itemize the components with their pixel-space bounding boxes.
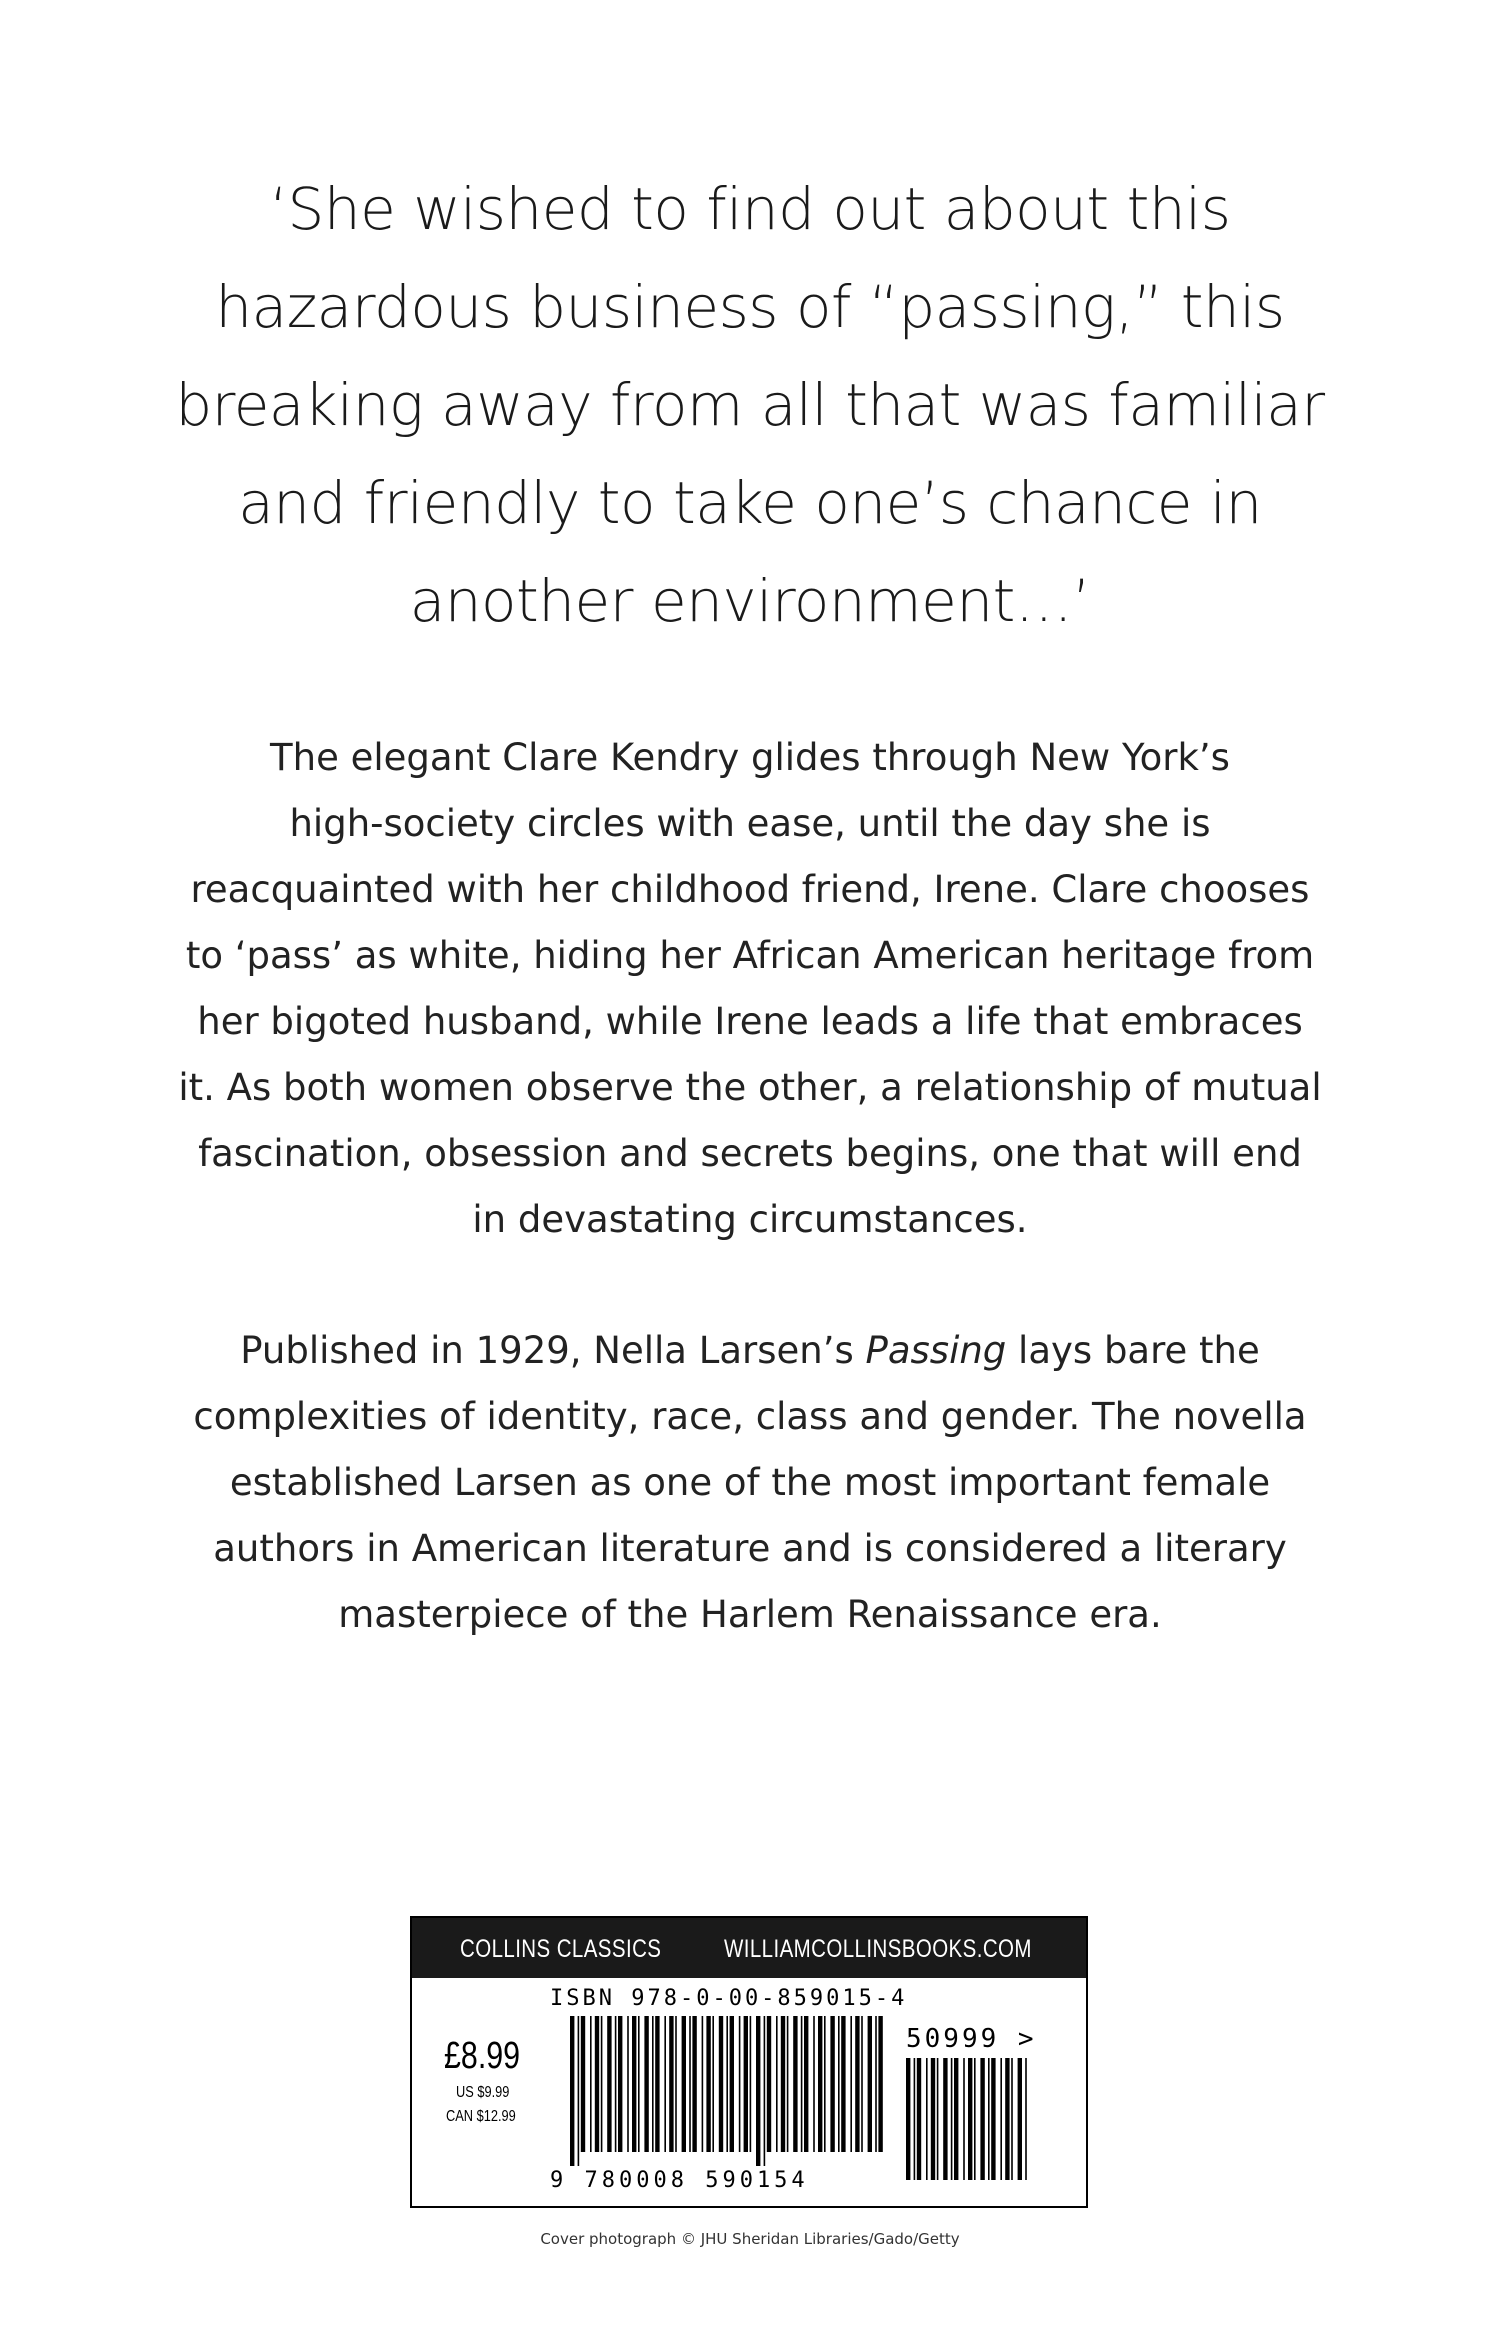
context-line: masterpiece of the Harlem Renaissance era. bbox=[338, 1593, 1162, 1636]
addon-barcode-icon bbox=[906, 2058, 1030, 2194]
addon-digits: 50999 > bbox=[906, 2024, 1037, 2054]
quote-line: breaking away from all that was familiar bbox=[175, 371, 1325, 439]
pull-quote bbox=[140, 160, 1360, 650]
book-title: Passing bbox=[865, 1329, 1007, 1372]
quote-line: ‘She wished to find out about this bbox=[269, 175, 1231, 243]
photo-credit: Cover photograph © JHU Sheridan Libraries/Gado/Getty bbox=[540, 2230, 960, 2248]
context-line-start: Published in 1929, Nella Larsen’s bbox=[240, 1329, 866, 1372]
quote-line: hazardous business of “passing,” this bbox=[215, 273, 1285, 341]
barcode-digits: 9 780008 590154 bbox=[550, 2168, 809, 2193]
website-label: WILLIAMCOLLINSBOOKS.COM bbox=[724, 1935, 1032, 1963]
context-paragraph bbox=[170, 1318, 1330, 1648]
synopsis-line: reacquainted with her childhood friend, Irene. Clare chooses bbox=[190, 868, 1310, 911]
context-line: complexities of identity, race, class and gender. The novella bbox=[193, 1395, 1307, 1438]
synopsis-line: it. As both women observe the other, a relationship of mutual bbox=[178, 1066, 1322, 1109]
synopsis-line: The elegant Clare Kendry glides through New York’s bbox=[270, 736, 1230, 779]
price-gbp: £8.99 bbox=[444, 2035, 521, 2077]
quote-line: another environment…’ bbox=[409, 567, 1091, 635]
context-line: established Larsen as one of the most important female bbox=[229, 1461, 1271, 1504]
synopsis-line: high-society circles with ease, until the day she is bbox=[289, 802, 1211, 845]
synopsis-line: her bigoted husband, while Irene leads a life that embraces bbox=[197, 1000, 1303, 1043]
price-us: US $9.99 bbox=[456, 2084, 510, 2101]
isbn-label: ISBN 978-0-00-859015-4 bbox=[550, 1986, 908, 2011]
synopsis-line: fascination, obsession and secrets begins, one that will end bbox=[198, 1132, 1302, 1175]
synopsis-paragraph bbox=[170, 725, 1330, 1253]
synopsis-line: to ‘pass’ as white, hiding her African American heritage from bbox=[185, 934, 1315, 977]
imprint-label: COLLINS CLASSICS bbox=[460, 1935, 662, 1963]
context-line: authors in American literature and is considered a literary bbox=[213, 1527, 1287, 1570]
barcode-header bbox=[412, 1918, 1086, 1978]
synopsis-line: in devastating circumstances. bbox=[472, 1198, 1028, 1241]
context-line-end: lays bare the bbox=[1006, 1329, 1260, 1372]
quote-line: and friendly to take one’s chance in bbox=[238, 469, 1262, 537]
ean-barcode-icon bbox=[570, 2016, 886, 2166]
barcode-panel bbox=[410, 1916, 1088, 2208]
price-can: CAN $12.99 bbox=[446, 2108, 516, 2125]
